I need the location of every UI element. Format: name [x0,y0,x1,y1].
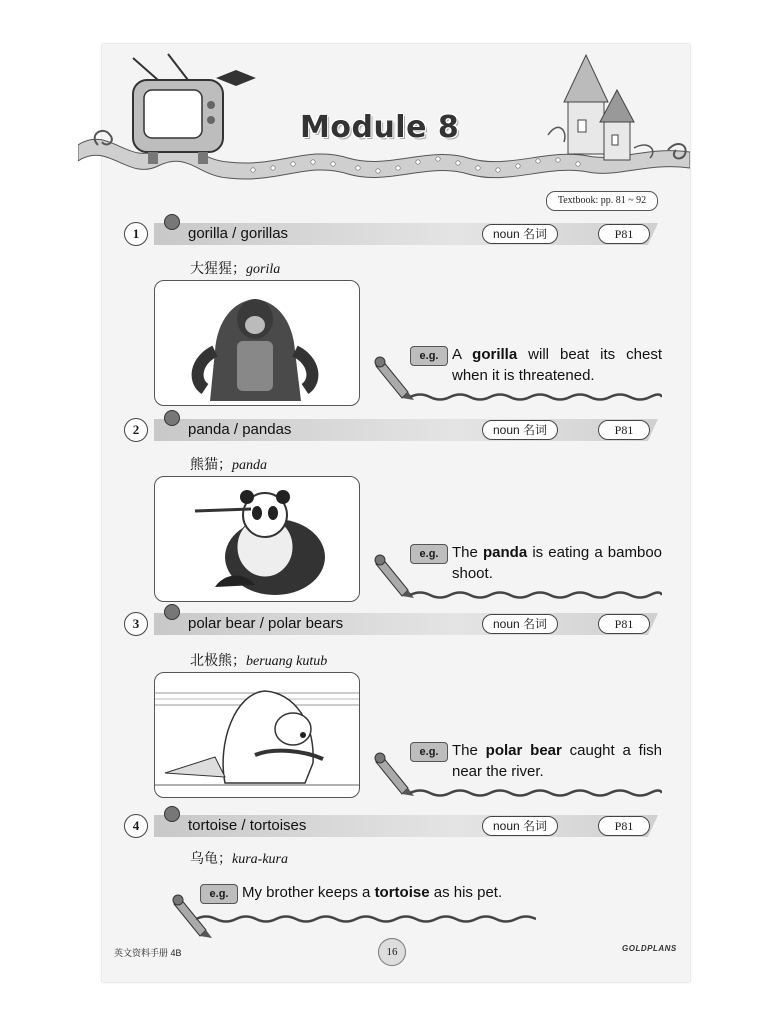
example-sentence: A gorilla will beat its chest when it is threatened. [452,346,662,384]
pin-icon [164,410,180,426]
entry-word: polar bear / polar bears [188,615,344,632]
eg-label: e.g. [410,544,448,564]
translation [190,650,327,670]
tv-icon [133,54,256,164]
part-of-speech-badge: noun 名词 [482,614,558,634]
page-ref-badge: P81 [598,816,650,836]
chinese-translation: 北极熊； [190,654,246,669]
malay-translation: kura-kura [232,852,288,867]
polar-bear-illustration [154,672,360,798]
entry-number: 4 [124,814,148,838]
translation [190,454,267,474]
entry-word: panda / pandas [188,421,292,438]
entry-word: tortoise / tortoises [188,817,307,834]
translation [190,258,280,278]
part-of-speech-badge: noun 名词 [482,224,558,244]
eg-label: e.g. [410,742,448,762]
entry-number: 1 [124,222,148,246]
entry-number: 2 [124,418,148,442]
wave-divider [410,788,662,798]
castle-icon [548,55,653,160]
book-title: 英文资料手册 4B [114,948,182,958]
gorilla-illustration [154,280,360,406]
chinese-translation: 熊猫； [190,458,232,473]
example-sentence: My brother keeps a tortoise as his pet. [242,884,503,901]
chinese-translation: 乌龟； [190,852,232,867]
entry-word: gorilla / gorillas [188,225,289,242]
eg-label: e.g. [410,346,448,366]
example-row-2 [372,544,662,614]
malay-translation: panda [232,458,267,473]
page-ref-badge: P81 [598,224,650,244]
malay-translation: gorila [246,262,281,277]
textbook-reference: Textbook: pp. 81 ~ 92 [546,191,658,211]
pin-icon [164,806,180,822]
entry-header-3 [124,612,658,636]
chinese-translation: 大猩猩； [190,262,246,277]
publisher-logo: GOLDPLANS [622,944,677,953]
example-sentence: The polar bear caught a fish near the river. [452,742,662,780]
entry-header-1 [124,222,658,246]
eg-label: e.g. [200,884,238,904]
example-sentence: The panda is eating a bamboo shoot. [452,544,663,582]
page-title: Module 8 [300,110,460,145]
pin-icon [164,604,180,620]
entry-header-2 [124,418,658,442]
entry-number: 3 [124,612,148,636]
pin-icon [164,214,180,230]
wave-divider [410,392,662,402]
wave-divider [410,590,662,600]
example-row-1 [372,346,662,416]
panda-illustration [154,476,360,602]
example-row-3 [372,742,662,812]
wave-divider [196,914,536,924]
page-number: 16 [378,938,406,966]
part-of-speech-badge: noun 名词 [482,816,558,836]
entry-header-4 [124,814,658,838]
malay-translation: beruang kutub [246,654,328,669]
translation [190,848,288,868]
page-ref-badge: P81 [598,614,650,634]
part-of-speech-badge: noun 名词 [482,420,558,440]
page-ref-badge: P81 [598,420,650,440]
